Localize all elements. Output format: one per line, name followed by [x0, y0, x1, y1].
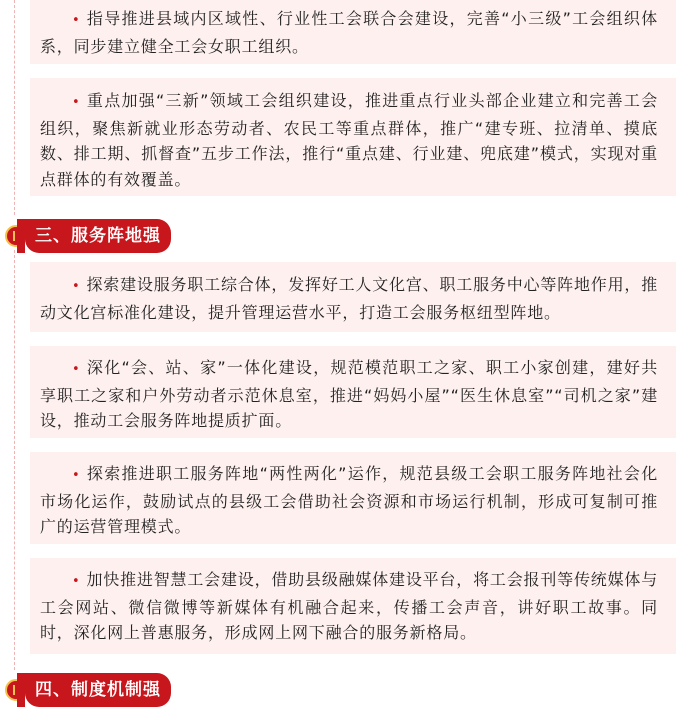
timeline-rail — [14, 0, 16, 215]
content-card — [30, 452, 676, 544]
section-title: 三、服务阵地强 — [25, 219, 171, 253]
bullet-icon: • — [72, 13, 81, 28]
content-card — [30, 0, 676, 64]
bullet-icon: • — [72, 279, 81, 294]
card-text: 指导推进县域内区域性、行业性工会联合会建设，完善“小三级”工会组织体系，同步建立健全工会女职工组织。 — [40, 9, 658, 56]
content-card — [30, 78, 676, 196]
content-card — [30, 262, 676, 332]
bullet-icon: • — [72, 468, 81, 483]
section-title: 四、制度机制强 — [25, 673, 171, 707]
bullet-icon: • — [72, 95, 81, 110]
content-card — [30, 558, 676, 654]
card-text: 探索建设服务职工综合体，发挥好工人文化宫、职工服务中心等阵地作用，推动文化宫标准化建设，提升管理运营水平，打造工会服务枢纽型阵地。 — [40, 275, 658, 322]
timeline-rail — [14, 250, 16, 670]
content-card — [30, 346, 676, 438]
card-text: 深化“会、站、家”一体化建设，规范模范职工之家、职工小家创建，建好共享职工之家和户外劳动者示范休息室，推进“妈妈小屋”“医生休息室”“司机之家”建设，推动工会服务阵地提质扩面。 — [40, 358, 658, 430]
card-text: 重点加强“三新”领域工会组织建设，推进重点行业头部企业建立和完善工会组织，聚焦新就业形态劳动者、农民工等重点群体，推广“建专班、拉清单、摸底数、排工期、抓督查”五步工作法，推行“重点建、行业建、兜底建”模式，实现对重点群体的有效覆盖。 — [40, 91, 658, 189]
bullet-icon: • — [72, 574, 81, 589]
bullet-icon: • — [72, 362, 81, 377]
card-text: 探索推进职工服务阵地“两性两化”运作，规范县级工会职工服务阵地社会化市场化运作，鼓励试点的县级工会借助社会资源和市场运行机制，形成可复制可推广的运营管理模式。 — [40, 464, 658, 536]
card-text: 加快推进智慧工会建设，借助县级融媒体建设平台，将工会报刊等传统媒体与工会网站、微信微博等新媒体有机融合起来，传播工会声音，讲好职工故事。同时，深化网上普惠服务，形成网上网下融合的服务新格局。 — [40, 570, 658, 642]
